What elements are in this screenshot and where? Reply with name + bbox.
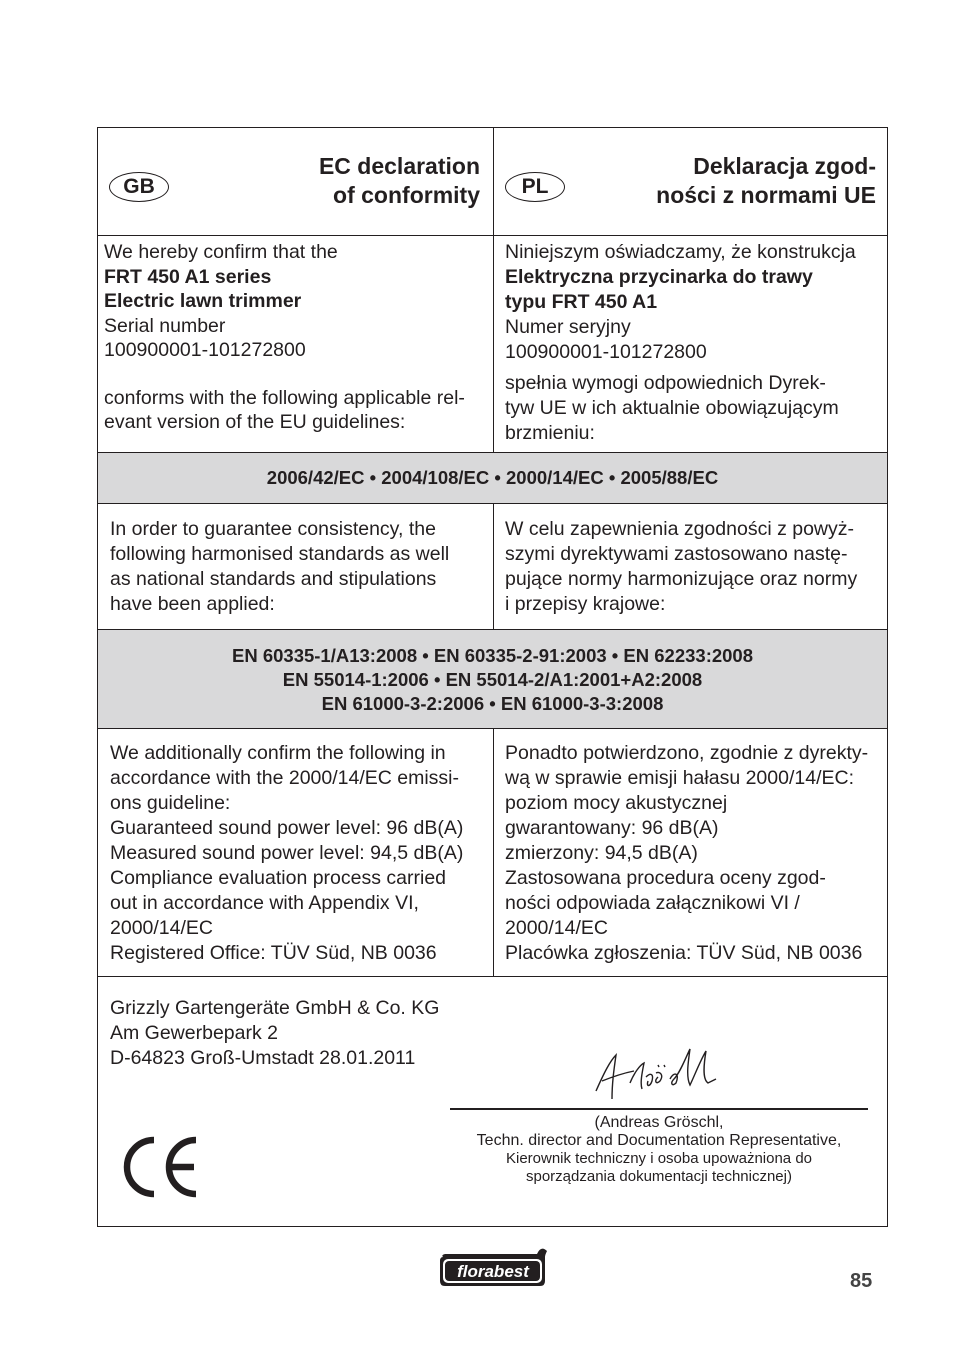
standards-line: EN 60335-1/A13:2008 • EN 60335-2-91:2003 • EN 62233:2008 xyxy=(231,645,754,666)
page-number: 85 xyxy=(850,1270,873,1292)
gb-emission-line: 2000/14/EC xyxy=(110,917,213,939)
svg-text:florabest: florabest xyxy=(457,1262,529,1281)
gb-product-text xyxy=(104,240,486,435)
gb-emission-line: ons guideline: xyxy=(110,792,231,814)
gb-emission-line: Measured sound power level: 94,5 dB(A) xyxy=(110,842,464,864)
directives-row xyxy=(98,453,887,504)
pl-standards-intro xyxy=(505,517,885,617)
gb-emission-line: Registered Office: TÜV Süd, NB 0036 xyxy=(110,942,437,964)
signature-line xyxy=(450,1108,868,1110)
gb-standards-line: have been applied: xyxy=(110,593,275,615)
pl-standards-line: i przepisy krajowe: xyxy=(505,593,666,615)
pl-emission-line: Placówka zgłoszenia: TÜV Süd, NB 0036 xyxy=(505,942,863,964)
gb-badge: GB xyxy=(109,172,169,202)
directives-list: 2006/42/EC • 2004/108/EC • 2000/14/EC • 2005/88/EC xyxy=(266,467,719,488)
gb-conform-line1: conforms with the following applicable rel- xyxy=(104,386,465,409)
pl-product-line1: Elektryczna przycinarka do trawy xyxy=(505,266,813,288)
pl-badge: PL xyxy=(505,172,565,202)
company-address xyxy=(110,996,530,1071)
pl-emission-line: Ponadto potwierdzono, zgodnie z dyrekty- xyxy=(505,742,869,764)
pl-emission-line: Zastosowana procedura oceny zgod- xyxy=(505,867,826,889)
pl-title-line2: ności z normami UE xyxy=(656,182,876,208)
gb-emission-line: accordance with the 2000/14/EC emissi- xyxy=(110,767,460,789)
pl-title xyxy=(588,152,876,210)
gb-standards-line: In order to guarantee consistency, the xyxy=(110,518,436,540)
company-name: Grizzly Gartengeräte GmbH & Co. KG xyxy=(110,997,440,1019)
pl-emission-line: ności odpowiada załącznikowi VI / xyxy=(505,892,800,914)
gb-title-line1: EC declaration xyxy=(318,153,480,179)
column-divider-2 xyxy=(493,504,494,630)
pl-emission-line: gwarantowany: 96 dB(A) xyxy=(505,817,719,839)
gb-serial-label: Serial number xyxy=(104,314,226,337)
ce-mark-icon xyxy=(118,1134,202,1200)
gb-intro: We hereby confirm that the xyxy=(104,241,338,263)
standards-row xyxy=(98,630,887,729)
gb-standards-line: as national standards and stipulations xyxy=(110,568,437,590)
gb-emission-line: out in accordance with Appendix VI, xyxy=(110,892,419,914)
gb-title-line2: of conformity xyxy=(333,182,480,208)
pl-conform-line1: spełnia wymogi odpowiednich Dyrek- xyxy=(505,372,826,394)
column-divider-3 xyxy=(493,729,494,977)
company-street: Am Gewerbepark 2 xyxy=(110,1022,278,1044)
standards-line: EN 61000-3-2:2006 • EN 61000-3-3:2008 xyxy=(321,693,664,714)
company-city-date: D-64823 Groß-Umstadt 28.01.2011 xyxy=(110,1047,416,1069)
gb-product-name: Electric lawn trimmer xyxy=(104,290,302,312)
gb-standards-intro xyxy=(110,517,488,617)
gb-conform-line2: evant version of the EU guidelines: xyxy=(104,411,406,433)
pl-emission-line: 2000/14/EC xyxy=(505,917,608,939)
gb-product-series: FRT 450 A1 series xyxy=(104,265,272,288)
signature-image xyxy=(590,1043,730,1107)
column-divider-1 xyxy=(493,128,494,453)
pl-standards-line: pujące normy harmonizujące oraz normy xyxy=(505,568,858,590)
gb-serial-value: 100900001-101272800 xyxy=(104,339,306,361)
pl-standards-line: W celu zapewnienia zgodności z powyż- xyxy=(505,518,855,540)
pl-standards-line: szymi dyrektywami zastosowano nastę- xyxy=(505,543,848,565)
pl-emission-line: poziom mocy akustycznej xyxy=(505,792,728,814)
gb-standards-line: following harmonised standards as well xyxy=(110,543,450,565)
pl-conform-line2: tyw UE w ich aktualnie obowiązującym xyxy=(505,397,839,419)
pl-serial-value: 100900001-101272800 xyxy=(505,341,707,363)
pl-serial-label: Numer seryjny xyxy=(505,316,631,338)
gb-title xyxy=(198,152,480,210)
gb-emission-line: We additionally confirm the following in xyxy=(110,742,446,764)
pl-conform-line3: brzmieniu: xyxy=(505,422,595,444)
gb-emission-line: Guaranteed sound power level: 96 dB(A) xyxy=(110,817,464,839)
signatory-name: (Andreas Gröschl, xyxy=(594,1114,724,1131)
pl-product-line2: typu FRT 450 A1 xyxy=(505,291,658,313)
pl-intro: Niniejszym oświadczamy, że konstrukcja xyxy=(505,241,856,263)
signature-caption xyxy=(438,1114,880,1186)
pl-emission-line: wą w sprawie emisji hałasu 2000/14/EC: xyxy=(505,767,855,789)
gb-emission-line: Compliance evaluation process carried xyxy=(110,867,447,889)
signatory-role-pl-1: Kierownik techniczny i osoba upoważniona do xyxy=(505,1150,813,1167)
pl-emission-line: zmierzony: 94,5 dB(A) xyxy=(505,842,698,864)
signatory-role-pl-2: sporządzania dokumentacji technicznej) xyxy=(526,1168,792,1185)
florabest-logo xyxy=(437,1243,551,1289)
pl-product-text xyxy=(505,240,885,446)
signatory-role-en: Techn. director and Documentation Representative, xyxy=(476,1132,842,1149)
declaration-frame xyxy=(97,127,888,1227)
standards-line: EN 55014-1:2006 • EN 55014-2/A1:2001+A2:2008 xyxy=(282,669,703,690)
gb-emission-text xyxy=(110,741,492,966)
pl-title-line1: Deklaracja zgod- xyxy=(693,153,876,179)
pl-emission-text xyxy=(505,741,887,966)
